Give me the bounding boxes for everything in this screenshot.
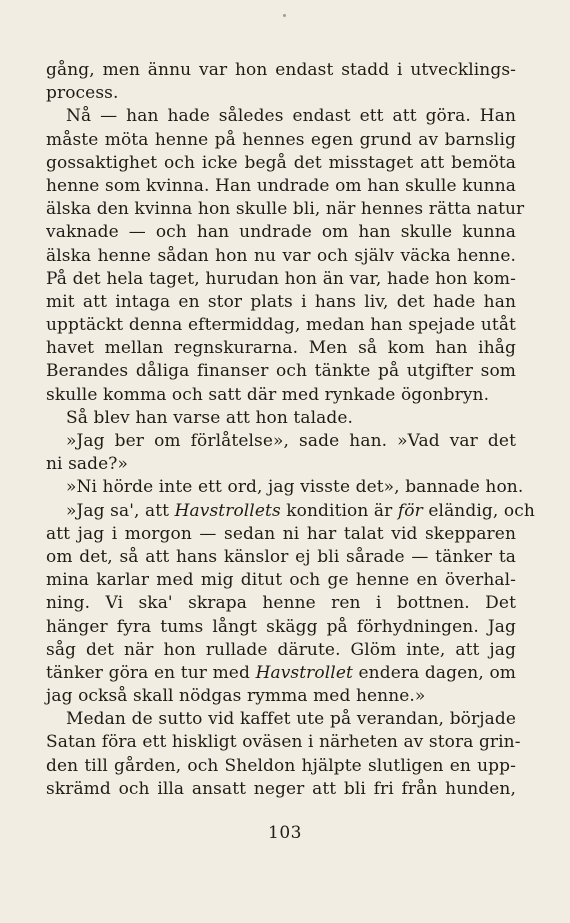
text-line: »Jag ber om förlåtelse», sade han. »Vad var det <box>66 431 516 451</box>
text-line: jag också skall nödgas rymma med henne.» <box>46 686 426 707</box>
text-line: att jag i morgon — sedan ni har talat vid skepparen <box>46 523 516 544</box>
text-line: »Jag sa', att Havstrollets kondition är för eländig, och <box>66 500 535 521</box>
text-line: havet mellan regnskurarna. Men så kom han ihåg <box>46 338 516 359</box>
text-line: den till gården, och Sheldon hjälpte slutligen en upp- <box>46 755 516 776</box>
text-line: upptäckt denna eftermiddag, medan han spejade utåt <box>46 315 516 336</box>
text-line: tänker göra en tur med Havstrollet endera dagen, om <box>46 662 516 683</box>
text-line: Medan de sutto vid kaffet ute på verandan, började <box>66 709 516 730</box>
text-line: Satan föra ett hiskligt oväsen i närheten av stora grin- <box>46 732 521 753</box>
text-line: henne som kvinna. Han undrade om han skulle kunna <box>46 175 516 196</box>
body-text <box>46 59 535 801</box>
text-line: ni sade?» <box>46 454 129 475</box>
text-line: älska henne sådan hon nu var och själv väcka henne. <box>46 245 516 266</box>
text-line: hänger fyra tums långt skägg på förhydningen. Jag <box>46 616 516 637</box>
text-line: mit att intaga en stor plats i hans liv, det hade han <box>46 291 516 312</box>
text-line: skrämd och illa ansatt neger att bli fri från hunden, <box>46 778 516 799</box>
text-line: process. <box>46 83 119 104</box>
text-line: älska den kvinna hon skulle bli, när hennes rätta natur <box>46 199 525 220</box>
text-line: Nå — han hade således endast ett att göra. Han <box>66 106 516 127</box>
text-line: gossaktighet och icke begå det misstaget att bemöta <box>46 152 516 173</box>
text-line: måste möta henne på hennes egen grund av barnslig <box>46 129 516 150</box>
text-line: På det hela taget, hurudan hon än var, hade hon kom- <box>46 268 516 289</box>
text-line: Så blev han varse att hon talade. <box>66 407 353 428</box>
paper-speck <box>283 14 286 17</box>
text-line: mina karlar med mig ditut och ge henne en överhal- <box>46 570 516 591</box>
text-line: om det, så att hans känslor ej bli sårade — tänker ta <box>46 546 516 567</box>
text-line: skulle komma och satt där med rynkade ögonbryn. <box>46 384 490 405</box>
page-number: 103 <box>268 823 302 843</box>
text-line: Berandes dåliga finanser och tänkte på utgifter som <box>46 361 516 382</box>
text-line: »Ni hörde inte ett ord, jag visste det», bannade hon. <box>66 477 524 498</box>
text-line: vaknade — och han undrade om han skulle kunna <box>46 222 516 243</box>
text-line: gång, men ännu var hon endast stadd i utvecklings- <box>46 60 516 80</box>
text-line: ning. Vi ska' skrapa henne ren i bottnen. Det <box>46 593 516 614</box>
text-line: såg det när hon rullade därute. Glöm inte, att jag <box>46 639 516 660</box>
